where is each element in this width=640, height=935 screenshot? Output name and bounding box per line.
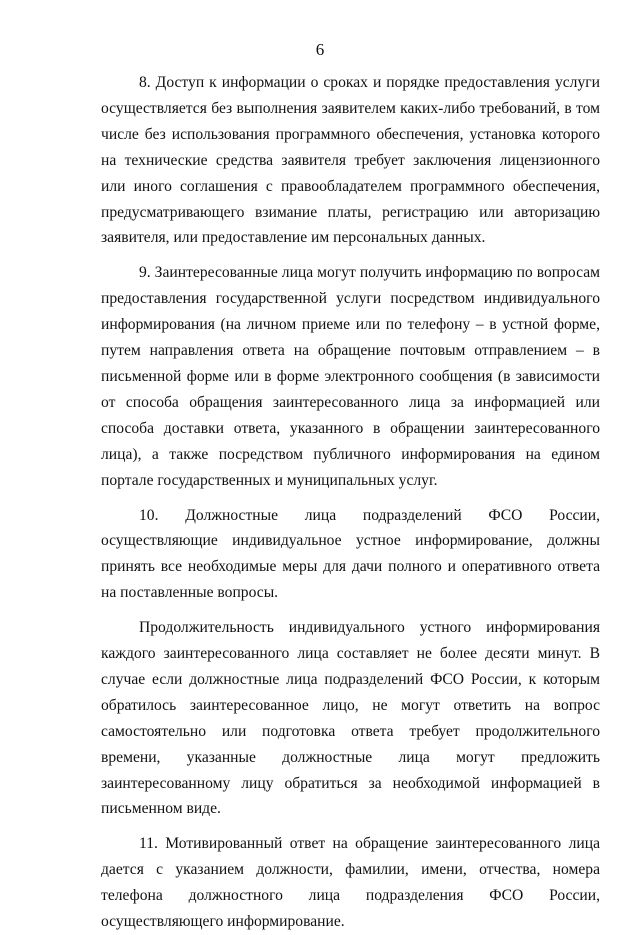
paragraph-11-reasoned-answer: 11. Мотивированный ответ на обращение заинтересованного лица дается с указанием должности, фамилии, имени, отчества, номера телефона должностного лица подразделения ФСО России, осуществляющего информирование. bbox=[101, 835, 600, 931]
paragraph-10-oral-informing: 10. Должностные лица подразделений ФСО России, осуществляющие индивидуальное устное информирование, должны принять все необходимые меры для дачи полного и оперативного ответа на поставленные вопросы. bbox=[101, 506, 600, 602]
paragraph-9-individual-informing: 9. Заинтересованные лица могут получить информацию по вопросам предоставления государственной услуги посредством индивидуального информирования (на личном приеме или по телефону – в устной форме, путем направления ответа на обращение почтовым отправлением – в письменной форме или в форме электронного сообщения (в зависимости от способа обращения заинтересованного лица за информацией или способа доставки ответа, указанного в обращении заинтересованного лица), а также посредством публичного информирования на едином портале государственных и муниципальных услуг. bbox=[101, 264, 600, 489]
paragraph-informing-duration: Продолжительность индивидуального устного информирования каждого заинтересованного лица составляет не более десяти минут. В случае если должностные лица подразделений ФСО России, к которым обратилось заинтересованное лицо, не могут ответить на вопрос самостоятельно или подготовка ответа требует продолжительного времени, указанные должностные лица могут предложить заинтересованному лицу обратиться за необходимой информацией в письменном виде. bbox=[101, 619, 600, 818]
paragraph-8-information-access: 8. Доступ к информации о сроках и порядке предоставления услуги осуществляется без выполнения заявителем каких-либо требований, в том числе без использования программного обеспечения, установка которого на технические средства заявителя требует заключения лицензионного или иного соглашения с правообладателем программного обеспечения, предусматривающего взимание платы, регистрацию или авторизацию заявителя, или предоставление им персональных данных. bbox=[101, 74, 600, 247]
page-number: 6 bbox=[315, 40, 325, 59]
document-body bbox=[101, 70, 600, 935]
